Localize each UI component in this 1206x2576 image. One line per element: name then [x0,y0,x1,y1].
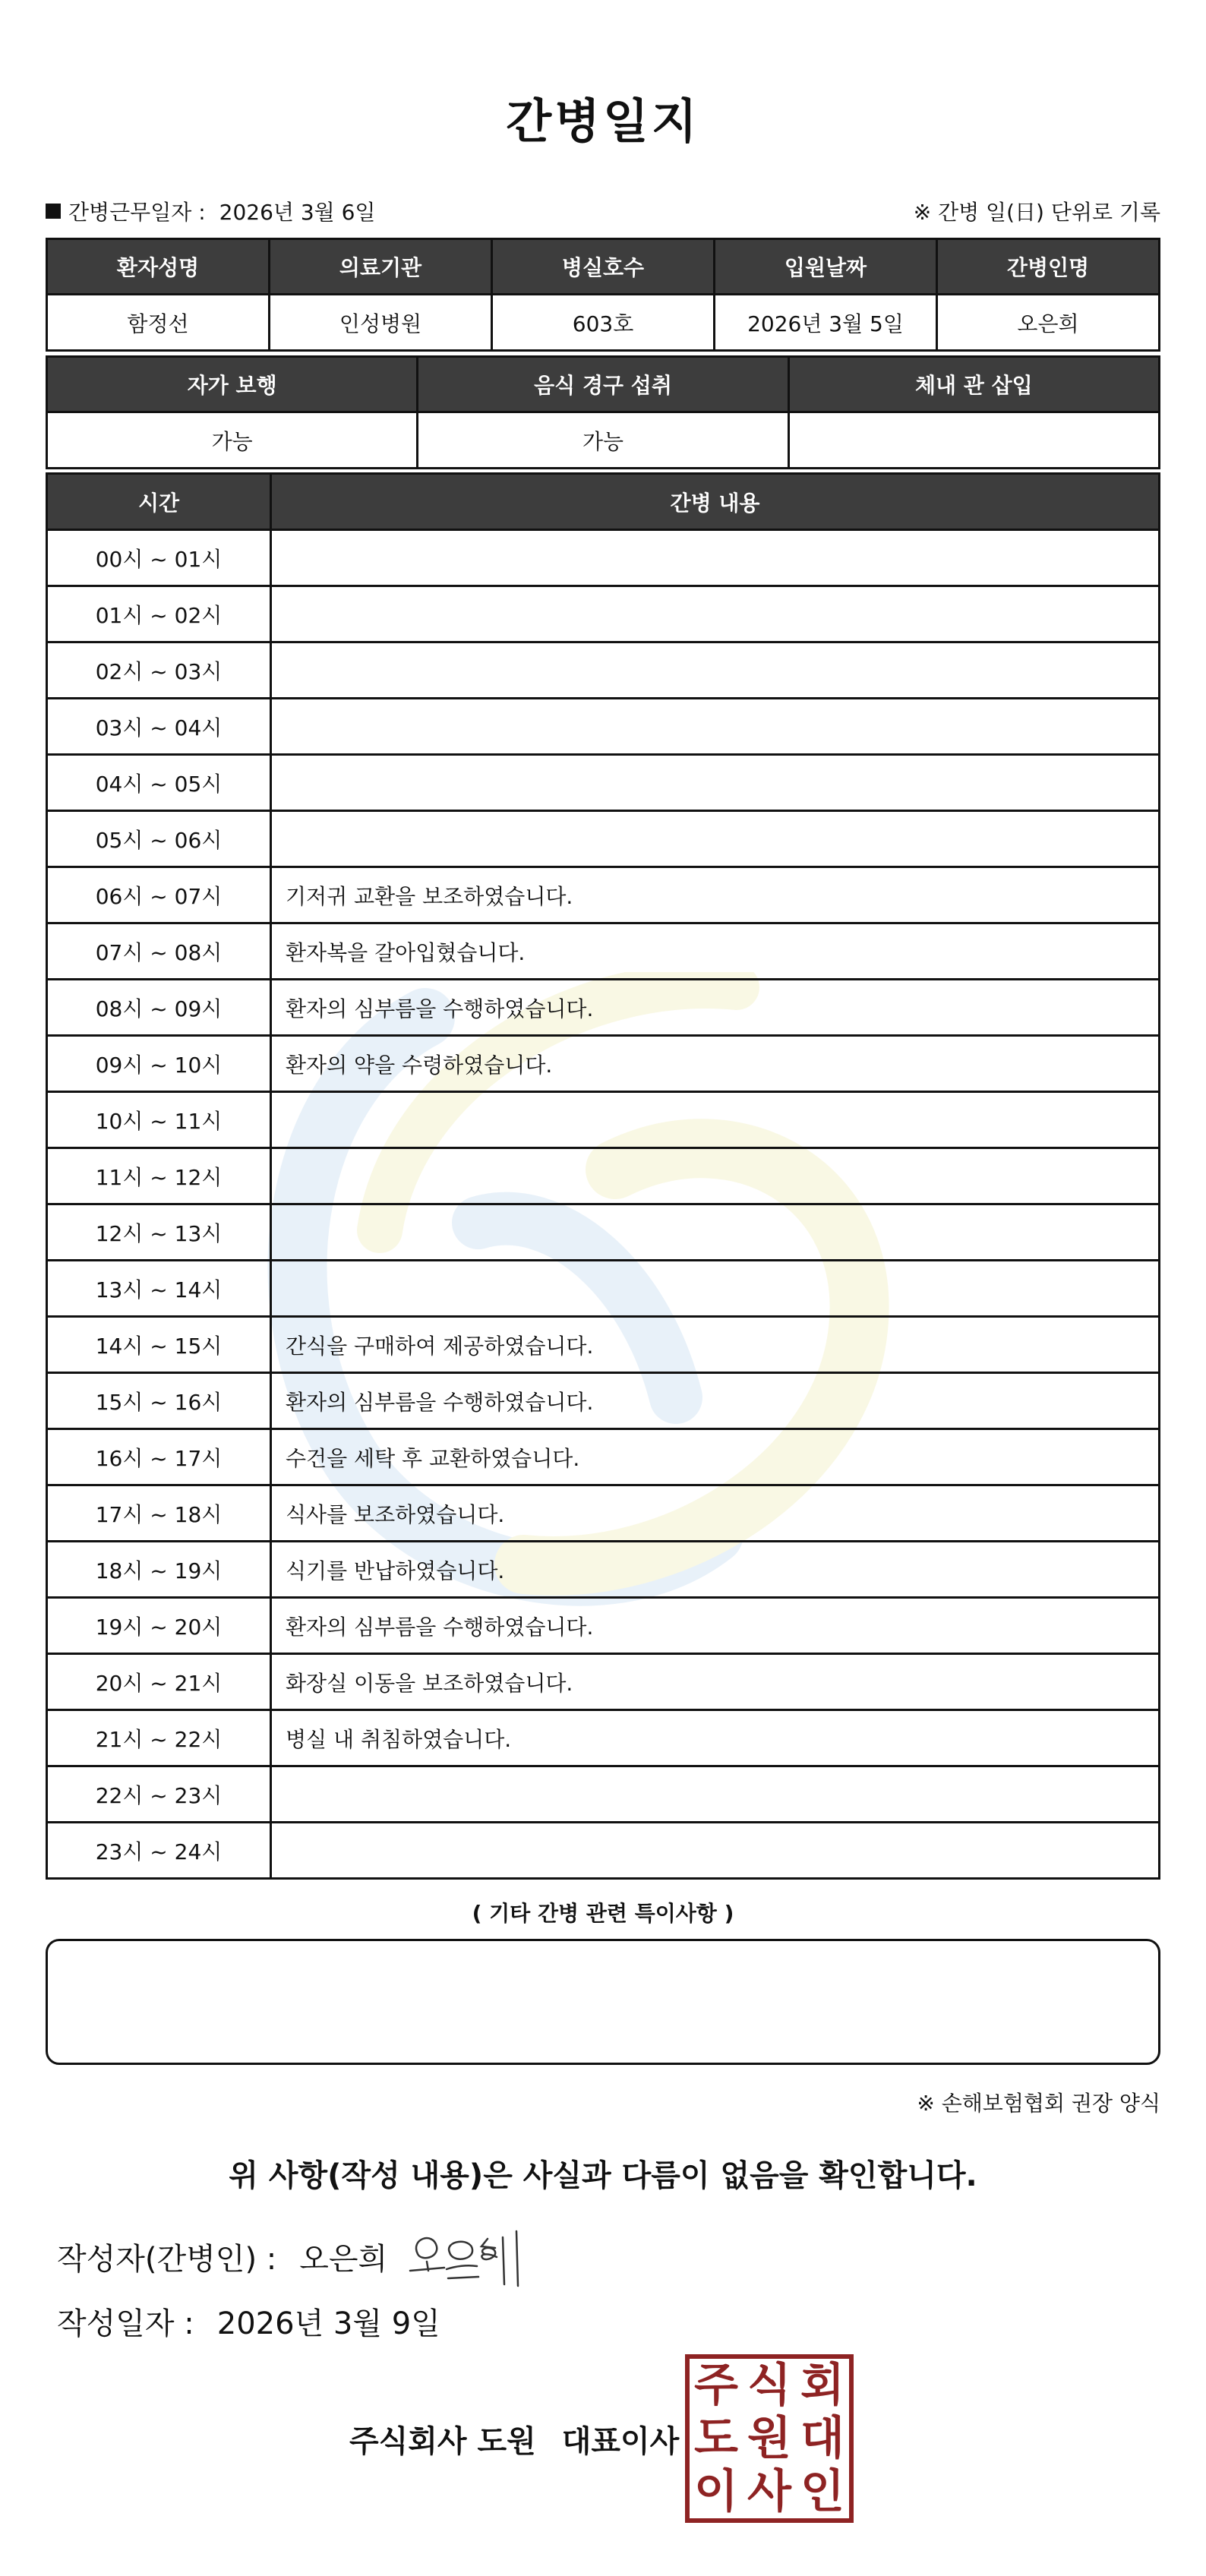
time-slot: 04시 ~ 05시 [47,755,271,811]
care-log-row [47,1036,1160,1092]
time-slot: 06시 ~ 07시 [47,867,271,923]
condition-value-row [47,412,1160,469]
special-notes-box [46,1939,1160,2065]
time-slot: 11시 ~ 12시 [47,1148,271,1204]
care-content: 간식을 구매하여 제공하였습니다. [271,1317,1160,1373]
caregiver-name: 오은희 [937,295,1160,351]
company-line [349,2417,679,2461]
care-log-row [47,867,1160,923]
writer-line [57,2235,387,2278]
care-log-row [47,1148,1160,1204]
header-tube-insertion: 체내 관 삽입 [788,357,1159,412]
document-title: 간병일지 [506,93,700,149]
care-content: 식기를 반납하였습니다. [271,1542,1160,1598]
care-content: 식사를 보조하였습니다. [271,1485,1160,1542]
care-log-row [47,1317,1160,1373]
time-slot: 23시 ~ 24시 [47,1823,271,1879]
care-content: 화장실 이동을 보조하였습니다. [271,1654,1160,1710]
seal-char: 이 [694,2465,738,2518]
time-slot: 14시 ~ 15시 [47,1317,271,1373]
room-number: 603호 [492,295,715,351]
care-content: 수건을 세탁 후 교환하였습니다. [271,1429,1160,1485]
tube-insertion-value [788,412,1159,469]
header-caregiver-name: 간병인명 [937,239,1160,295]
care-content [271,1823,1160,1879]
care-content [271,642,1160,699]
time-slot: 18시 ~ 19시 [47,1542,271,1598]
admission-date: 2026년 3월 5일 [715,295,937,351]
seal-char: 인 [800,2465,845,2518]
care-log-row [47,1429,1160,1485]
care-log-row [47,1261,1160,1317]
record-unit-note: ※ 간병 일(日) 단위로 기록 [913,200,1160,225]
work-date-line [46,196,375,226]
care-log-row [47,1598,1160,1654]
care-log-row [47,642,1160,699]
care-log-row [47,1823,1160,1879]
care-content [271,1766,1160,1823]
patient-info-header-row [47,239,1160,295]
care-content [271,1261,1160,1317]
time-slot: 21시 ~ 22시 [47,1710,271,1766]
care-content [271,586,1160,642]
care-log-table [46,472,1160,1880]
written-date-line [57,2300,440,2343]
care-log-row [47,1710,1160,1766]
care-content: 환자복을 갈아입혔습니다. [271,923,1160,980]
patient-condition-table [46,355,1160,469]
care-log-row [47,1204,1160,1261]
confirmation-statement: 위 사항(작성 내용)은 사실과 다름이 없음을 확인합니다. [229,2158,977,2193]
written-date-label: 작성일자 : [57,2306,194,2341]
writer-label: 작성자(간병인) : [57,2242,277,2277]
company-representative: 대표이사 [561,2424,680,2459]
care-log-row [47,1654,1160,1710]
care-log-row [47,1542,1160,1598]
patient-name: 함정선 [47,295,270,351]
written-date-value: 2026년 3월 9일 [216,2306,440,2341]
company-seal-stamp [685,2354,854,2523]
seal-char: 주 [694,2359,738,2412]
header-admission-date: 입원날짜 [715,239,937,295]
patient-info-table [46,238,1160,352]
signature-icon [403,2224,539,2292]
special-notes-title: ( 기타 간병 관련 특이사항 ) [472,1901,734,1926]
work-date-value: 2026년 3월 6일 [219,200,376,225]
care-content: 기저귀 교환을 보조하였습니다. [271,867,1160,923]
care-content [271,1092,1160,1148]
care-log-row [47,980,1160,1036]
time-slot: 22시 ~ 23시 [47,1766,271,1823]
care-content [271,1204,1160,1261]
seal-char: 회 [800,2359,845,2412]
care-content: 환자의 심부름을 수행하였습니다. [271,980,1160,1036]
time-slot: 00시 ~ 01시 [47,530,271,586]
hospital-name: 인성병원 [270,295,492,351]
care-log-row [47,530,1160,586]
work-date-label: 간병근무일자 : [68,200,206,225]
time-slot: 15시 ~ 16시 [47,1373,271,1429]
care-log-row [47,586,1160,642]
header-time: 시간 [47,474,271,530]
time-slot: 03시 ~ 04시 [47,699,271,755]
care-content: 환자의 약을 수령하였습니다. [271,1036,1160,1092]
care-log-row [47,1766,1160,1823]
seal-char: 원 [747,2412,791,2465]
care-log-row [47,1092,1160,1148]
seal-char: 식 [747,2359,791,2412]
header-hospital: 의료기관 [270,239,492,295]
care-log-body [47,530,1160,1879]
care-log-row [47,811,1160,867]
time-slot: 17시 ~ 18시 [47,1485,271,1542]
care-log-row [47,1485,1160,1542]
oral-intake-value: 가능 [418,412,788,469]
seal-char: 대 [800,2412,845,2465]
time-slot: 09시 ~ 10시 [47,1036,271,1092]
header-oral-intake: 음식 경구 섭취 [418,357,788,412]
care-log-row [47,1373,1160,1429]
company-name: 주식회사 도원 [349,2424,536,2459]
care-content [271,699,1160,755]
recommended-form-note: ※ 손해보험협회 권장 양식 [917,2091,1160,2116]
care-content [271,755,1160,811]
condition-header-row [47,357,1160,412]
care-content: 병실 내 취침하였습니다. [271,1710,1160,1766]
care-log-row [47,699,1160,755]
time-slot: 01시 ~ 02시 [47,586,271,642]
care-log-row [47,923,1160,980]
time-slot: 07시 ~ 08시 [47,923,271,980]
self-walking-value: 가능 [47,412,418,469]
time-slot: 13시 ~ 14시 [47,1261,271,1317]
time-slot: 05시 ~ 06시 [47,811,271,867]
care-content [271,811,1160,867]
care-content [271,1148,1160,1204]
care-content [271,530,1160,586]
header-self-walking: 자가 보행 [47,357,418,412]
header-care-content: 간병 내용 [271,474,1160,530]
seal-char: 사 [747,2465,791,2518]
writer-name: 오은희 [299,2242,388,2277]
time-slot: 10시 ~ 11시 [47,1092,271,1148]
patient-info-value-row [47,295,1160,351]
time-slot: 08시 ~ 09시 [47,980,271,1036]
time-slot: 02시 ~ 03시 [47,642,271,699]
time-slot: 19시 ~ 20시 [47,1598,271,1654]
header-room-number: 병실호수 [492,239,715,295]
time-slot: 16시 ~ 17시 [47,1429,271,1485]
time-slot: 12시 ~ 13시 [47,1204,271,1261]
time-slot: 20시 ~ 21시 [47,1654,271,1710]
care-content: 환자의 심부름을 수행하였습니다. [271,1373,1160,1429]
care-content: 환자의 심부름을 수행하였습니다. [271,1598,1160,1654]
seal-char: 도 [694,2412,738,2465]
header-patient-name: 환자성명 [47,239,270,295]
square-bullet-icon [46,204,61,219]
care-log-header-row [47,474,1160,530]
care-log-row [47,755,1160,811]
